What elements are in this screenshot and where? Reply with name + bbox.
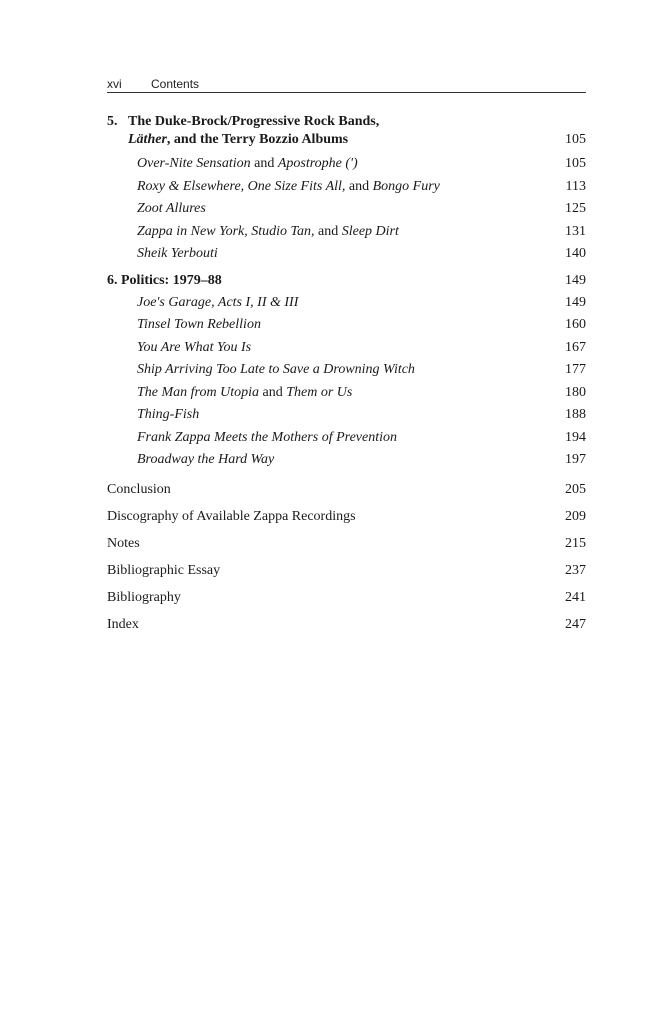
chapter-5-title-rest: , and the Terry Bozzio Albums [166,132,349,147]
entry-title-part: Over-Nite Sensation [137,156,251,171]
entry-title-part: Sleep Dirt [341,223,399,239]
chapter-6-entry [107,449,586,472]
entry-title [137,407,199,422]
entry-page: 160 [565,317,586,332]
chapter-5-entries [107,149,586,266]
entry-page: 194 [565,429,586,445]
entry-title-part: Them or Us [286,384,353,400]
entry-page: 125 [565,201,586,216]
entry-title: Bibliography [107,589,181,605]
entry-title: Conclusion [107,481,171,497]
entry-title-part: The Man from Utopia [137,384,259,400]
entry-page: 215 [565,535,586,551]
entry-page: 149 [565,294,586,310]
running-head [107,76,586,93]
chapter-5-number: 5. [107,114,118,129]
entry-page: 177 [565,362,586,377]
entry-title: Notes [107,535,140,551]
entry-title-part: You Are What You Is [137,339,252,355]
back-matter-entry [107,530,586,557]
chapter-5-page: 105 [565,132,586,147]
chapter-6-entries [107,292,586,472]
entry-title [137,246,218,261]
back-matter [107,472,586,638]
entry-title [137,385,352,400]
table-of-contents [107,113,586,638]
entry-title [137,340,251,355]
chapter-6-entry [107,382,586,405]
chapter-5-title [107,113,586,149]
entry-page: 205 [565,481,586,497]
chapter-6-page: 149 [565,272,586,288]
entry-page: 131 [565,223,586,239]
back-matter-entry [107,476,586,503]
chapter-5-title-italic: Läther [128,132,167,147]
entry-title-part: Apostrophe (') [277,156,358,171]
chapter-5-title-line1: The Duke-Brock/Progressive Rock Bands, [128,114,380,129]
chapter-6 [107,270,586,472]
chapter-5-entry [107,221,586,244]
entry-title-part: Ship Arriving Too Late to Save a Drowning Witch [137,362,415,377]
entry-page: 247 [565,616,586,632]
entry-title-part: and [258,384,287,400]
chapter-6-entry [107,292,586,315]
chapter-5-title-line2 [128,131,348,149]
entry-title [137,362,415,377]
entry-page: 140 [565,246,586,261]
entry-title-part: Roxy & Elsewhere, One Size Fits All, [137,178,346,194]
entry-page: 241 [565,589,586,605]
entry-title [137,201,206,216]
entry-title [137,224,399,239]
entry-page: 237 [565,562,586,578]
entry-page: 188 [565,407,586,422]
back-matter-entry [107,611,586,638]
entry-page: 105 [565,156,586,171]
chapter-5-entry [107,153,586,176]
entry-title [137,317,261,332]
chapter-5-entry [107,176,586,199]
entry-title [137,179,440,194]
entry-title-part: and [250,156,278,171]
entry-title [137,295,298,310]
entry-page: 209 [565,508,586,524]
running-head-title: Contents [151,77,200,91]
chapter-6-number: 6. [107,272,118,288]
entry-title [137,430,397,445]
chapter-5 [107,113,586,266]
entry-title-part: Frank Zappa Meets the Mothers of Prevention [137,429,397,445]
entry-page: 113 [565,178,586,194]
entry-title [137,156,358,171]
entry-title: Discography of Available Zappa Recordings [107,508,356,524]
entry-title-part: Thing-Fish [137,407,200,422]
entry-title-part: Tinsel Town Rebellion [137,317,261,332]
entry-title-part: Sheik Yerbouti [137,246,218,261]
chapter-6-entry [107,427,586,450]
chapter-5-entry [107,243,586,266]
back-matter-entry [107,503,586,530]
entry-title: Bibliographic Essay [107,562,221,578]
chapter-6-title [107,270,586,292]
entry-title-part: Zappa in New York, Studio Tan, [137,223,315,239]
entry-page: 197 [565,452,586,467]
chapter-6-title-text: Politics: 1979–88 [121,272,222,288]
chapter-6-entry [107,337,586,360]
chapter-6-entry [107,404,586,427]
entry-title-part: Bongo Fury [372,178,440,194]
back-matter-entry [107,584,586,611]
entry-title-part: Joe's Garage, Acts I, II & III [137,294,299,310]
entry-page: 180 [565,384,586,400]
page-folio: xvi [107,77,122,91]
entry-page: 167 [565,339,586,355]
entry-title [137,452,274,467]
back-matter-entry [107,557,586,584]
entry-title-part: and [345,178,373,194]
chapter-6-entry [107,359,586,382]
entry-title-part: Zoot Allures [137,201,206,216]
entry-title-part: and [314,223,342,239]
chapter-5-entry [107,198,586,221]
entry-title-part: Broadway the Hard Way [137,452,275,467]
chapter-6-entry [107,314,586,337]
entry-title: Index [107,616,139,632]
